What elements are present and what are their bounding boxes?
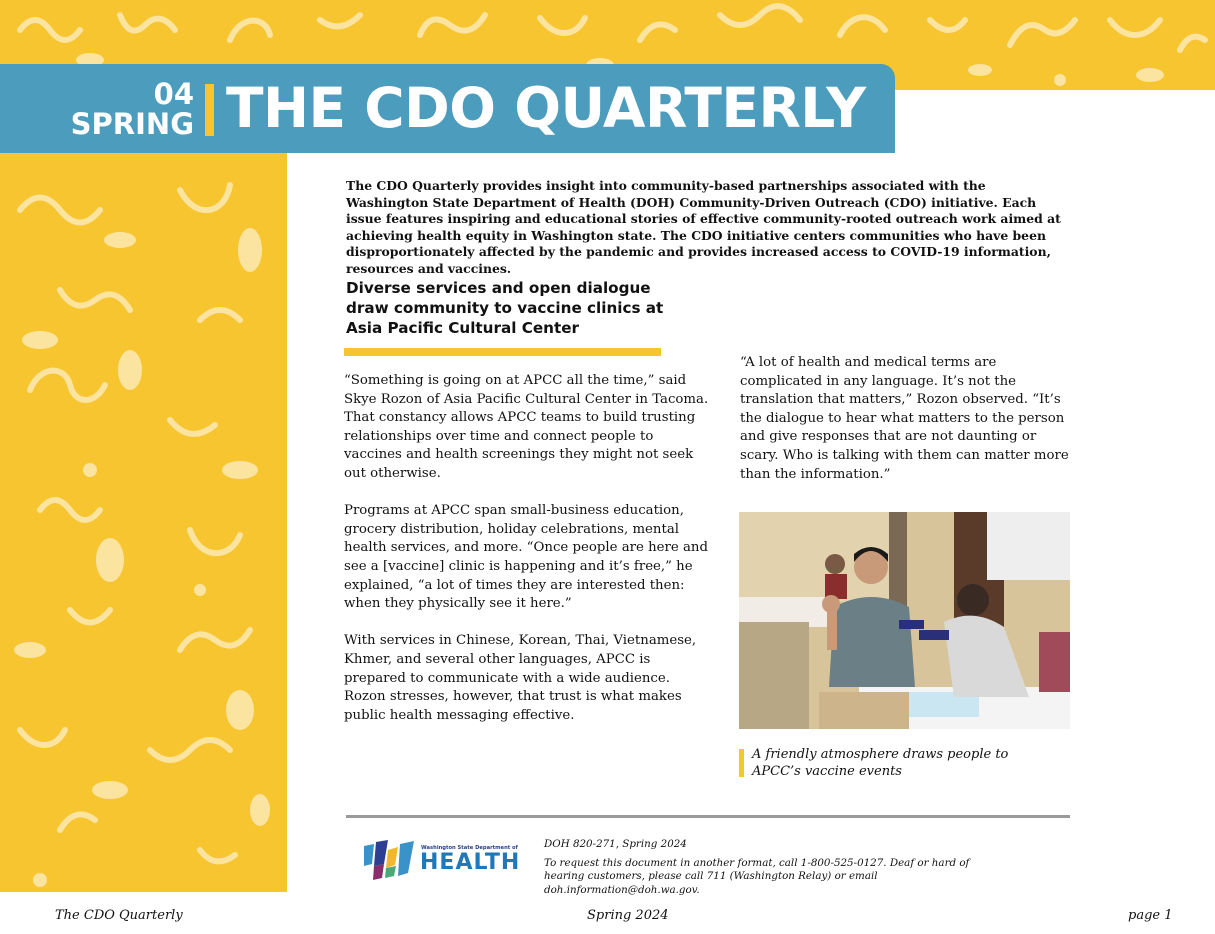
- doh-logo-mark-icon: [362, 840, 418, 880]
- article-paragraph: “A lot of health and medical terms are complicated in any language. It’s not the translation that matters,” Rozon observed. “It’s the dialogue to hear what matters to the person and give responses that are not daunting or scary. Who is talking with them can matter more than the information.”: [740, 355, 1069, 482]
- issue-number: 04: [153, 77, 194, 111]
- document-number: DOH 820-271, Spring 2024: [544, 838, 687, 850]
- title-banner: [0, 64, 895, 153]
- logo-wordmark: HEALTH: [420, 850, 521, 875]
- logo-department-text: Washington State Department of: [421, 845, 518, 851]
- article-column-2: [740, 354, 1070, 503]
- issue-season: SPRING: [70, 107, 194, 141]
- decorative-pattern-left: [0, 90, 287, 892]
- footer-divider: [346, 815, 1070, 818]
- footer-issue-date: Spring 2024: [587, 908, 669, 923]
- article-column-1: [344, 372, 709, 744]
- article-paragraph: Programs at APCC span small-business education, grocery distribution, holiday celebrations, mental health services, and more. “Once people are here and see a [vaccine] clinic is happening and it’s free,” he explained, “a lot of times they are interested then: when they physically see it here.”: [344, 503, 708, 612]
- banner-divider: [205, 84, 214, 136]
- caption-accent: [739, 749, 744, 777]
- newsletter-title: THE CDO QUARTERLY: [226, 76, 866, 140]
- headline-underline: [344, 348, 661, 356]
- photo-caption: A friendly atmosphere draws people to APCC’s vaccine events: [752, 747, 1009, 779]
- accessibility-notice: To request this document in another format, call 1-800-525-0127. Deaf or hard of hearing customers, please call 711 (Washington Relay) or email doh.information@doh.wa.gov.: [544, 856, 970, 896]
- doh-logo: [362, 840, 522, 880]
- article-headline: Diverse services and open dialogue draw community to vaccine clinics at Asia Pacific Cultural Center: [346, 279, 664, 337]
- intro-paragraph: The CDO Quarterly provides insight into community-based partnerships associated with the Washington State Department of Health (DOH) Community-Driven Outreach (CDO) initiative. Each issue features inspiring and educational stories of effective community-rooted outreach work aimed at achieving health equity in Washington state. The CDO initiative centers communities who have been disproportionately affected by the pandemic and provides increased access to COVID-19 information, resources and vaccines.: [346, 178, 1061, 276]
- issue-block: [0, 64, 196, 153]
- article-paragraph: “Something is going on at APCC all the time,” said Skye Rozon of Asia Pacific Cultural Center in Tacoma. That constancy allows APCC teams to build trusting relationships over time and connect people to vaccines and health screenings they might not seek out otherwise.: [344, 373, 709, 481]
- footer-publication-name: The CDO Quarterly: [55, 908, 183, 923]
- article-paragraph: With services in Chinese, Korean, Thai, Vietnamese, Khmer, and several other languages, APCC is prepared to communicate with a wide audience. Rozon stresses, however, that trust is what makes public health messaging effective.: [344, 633, 697, 723]
- footer-text: [544, 838, 1004, 897]
- vaccine-clinic-photo: [739, 512, 1070, 729]
- footer-page-number: page 1: [1128, 908, 1173, 923]
